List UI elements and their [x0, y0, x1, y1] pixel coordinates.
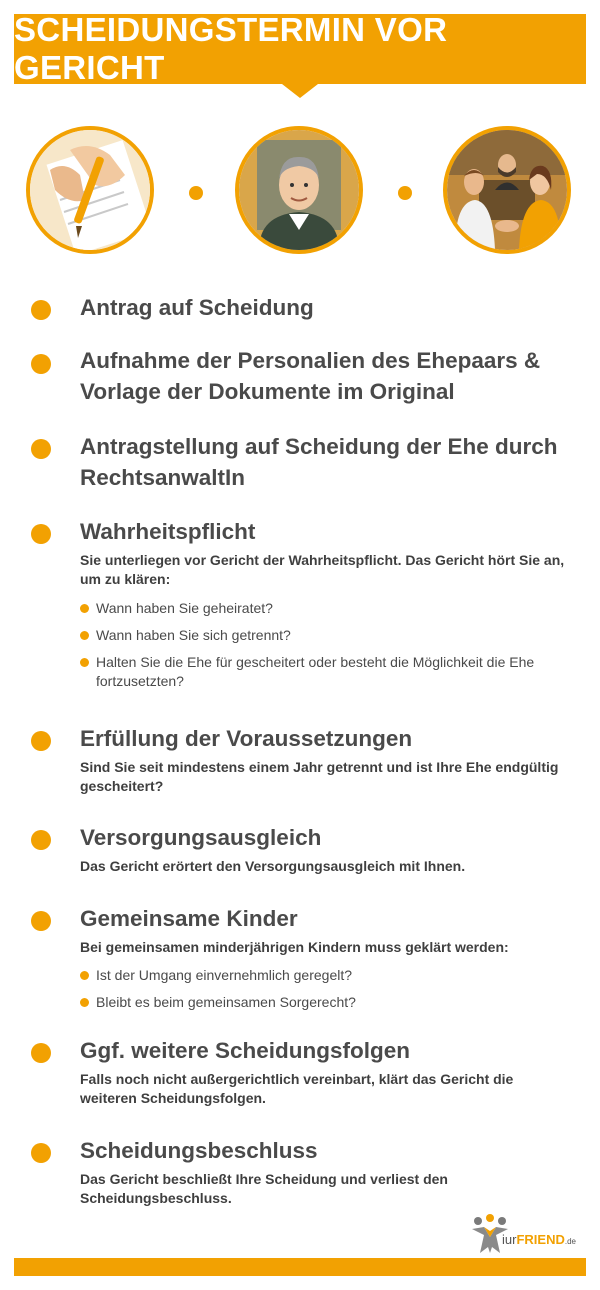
- step-title: Aufnahme der Personalien des Ehepaars & Vorlage der Dokumente im Original: [80, 348, 541, 404]
- connector-dot: [398, 186, 412, 200]
- step-bullet-icon: [31, 439, 51, 459]
- sub-bullet-icon: [80, 971, 89, 980]
- step-bullet-icon: [31, 524, 51, 544]
- list-item-text: Halten Sie die Ehe für gescheitert oder besteht die Möglichkeit die Ehe fortzusetzten?: [96, 654, 535, 689]
- step-bullet-icon: [31, 1143, 51, 1163]
- step-description: Das Gericht erörtert den Versorgungsausgleich mit Ihnen.: [80, 858, 466, 874]
- step-bullet-icon: [31, 354, 51, 374]
- step-title: Erfüllung der Voraussetzungen: [80, 726, 413, 751]
- sub-bullet-icon: [80, 631, 89, 640]
- step-bullet-icon: [31, 731, 51, 751]
- step-title: Ggf. weitere Scheidungsfolgen: [80, 1038, 411, 1063]
- step-description: Bei gemeinsamen minderjährigen Kindern muss geklärt werden:: [80, 939, 509, 955]
- signing-document-icon: [26, 126, 154, 254]
- step-bullet-icon: [31, 830, 51, 850]
- step-bullet-icon: [31, 1043, 51, 1063]
- logo-prefix: iur: [502, 1232, 517, 1247]
- sub-bullet-icon: [80, 998, 89, 1007]
- step-description: Das Gericht beschließt Ihre Scheidung und verliest den Scheidungsbeschluss.: [80, 1171, 448, 1206]
- sub-bullet-icon: [80, 604, 89, 613]
- logo-brand: FRIEND: [516, 1232, 565, 1247]
- list-item-text: Wann haben Sie sich getrennt?: [96, 627, 291, 643]
- step-description: Sie unterliegen vor Gericht der Wahrheitspflicht. Das Gericht hört Sie an, um zu klären:: [80, 552, 565, 587]
- step-description: Falls noch nicht außergerichtlich vereinbart, klärt das Gericht die weiteren Scheidungsfolgen.: [80, 1071, 514, 1106]
- list-item-text: Wann haben Sie geheiratet?: [96, 600, 273, 616]
- footer-bar: [14, 1258, 586, 1276]
- step-bullet-icon: [31, 911, 51, 931]
- list-item-text: Bleibt es beim gemeinsamen Sorgerecht?: [96, 994, 356, 1010]
- step-title: Gemeinsame Kinder: [80, 906, 298, 931]
- logo-suffix: .de: [564, 1237, 576, 1246]
- courtroom-couple-icon: [443, 126, 571, 254]
- step-title: Versorgungsausgleich: [80, 825, 322, 850]
- page-title: SCHEIDUNGSTERMIN VOR GERICHT: [14, 11, 448, 86]
- step-description: Sind Sie seit mindestens einem Jahr getrennt und ist Ihre Ehe endgültig gescheitert?: [80, 759, 559, 794]
- logo-wordmark: [502, 1232, 576, 1247]
- connector-dot: [189, 186, 203, 200]
- illustration-row: [0, 126, 600, 266]
- list-item-text: Ist der Umgang einvernehmlich geregelt?: [96, 967, 353, 983]
- judge-portrait-icon: [235, 126, 363, 254]
- sub-bullet-icon: [80, 658, 89, 667]
- step-bullet-icon: [31, 300, 51, 320]
- step-title: Wahrheitspflicht: [80, 519, 256, 544]
- step-title: Antrag auf Scheidung: [80, 295, 314, 320]
- step-title: Antragstellung auf Scheidung der Ehe durch RechtsanwaltIn: [80, 434, 558, 490]
- step-title: Scheidungsbeschluss: [80, 1138, 318, 1163]
